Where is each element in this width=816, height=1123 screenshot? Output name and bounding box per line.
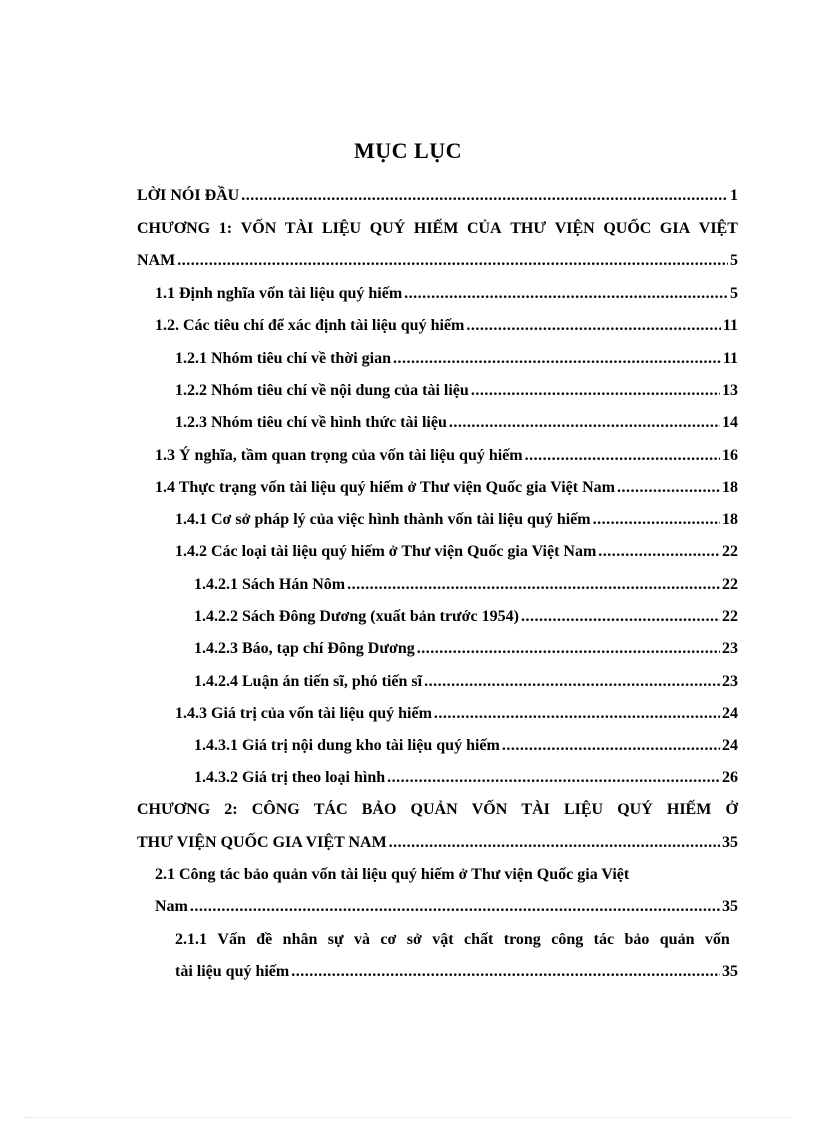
word: công bbox=[551, 931, 584, 948]
toc-entry-title: 1.4.2 Các loại tài liệu quý hiếm ở Thư viện Quốc gia Việt Nam bbox=[175, 543, 597, 560]
toc-entry[interactable] bbox=[155, 285, 738, 303]
word: HIẾM bbox=[666, 801, 712, 818]
dot-leader bbox=[190, 898, 720, 916]
toc-entry[interactable] bbox=[194, 737, 738, 755]
toc-entry-chapter-1-line1[interactable] bbox=[137, 220, 738, 238]
toc-entry[interactable] bbox=[175, 414, 738, 432]
toc-entry-page: 24 bbox=[722, 705, 738, 722]
word: tác bbox=[593, 931, 615, 948]
dot-leader bbox=[241, 187, 728, 205]
toc-entry-page: 23 bbox=[722, 673, 738, 690]
word: sự bbox=[327, 931, 344, 948]
toc-entry-title: 1.4.1 Cơ sở pháp lý của việc hình thành vốn tài liệu quý hiếm bbox=[175, 511, 591, 528]
word: CHƯƠNG bbox=[137, 220, 211, 237]
word: bảo bbox=[624, 931, 650, 948]
toc-entry-title: tài liệu quý hiếm bbox=[175, 963, 290, 980]
word: QUÝ bbox=[617, 801, 653, 818]
toc-entry-title: NAM bbox=[137, 252, 176, 269]
dot-leader bbox=[417, 640, 720, 658]
word: VIỆT bbox=[698, 220, 738, 237]
dot-leader bbox=[466, 317, 721, 335]
dot-leader bbox=[387, 769, 720, 787]
dot-leader bbox=[502, 737, 720, 755]
toc-entry-page: 35 bbox=[722, 963, 738, 980]
word: cơ bbox=[380, 931, 397, 948]
toc-entry-title: 1.2.3 Nhóm tiêu chí về hình thức tài liệu bbox=[175, 414, 447, 431]
toc-entry-page: 35 bbox=[722, 898, 738, 915]
dot-leader bbox=[593, 511, 720, 529]
word: quản bbox=[659, 931, 695, 948]
word: QUẢN bbox=[410, 801, 458, 818]
toc-entry-title: 1.2.1 Nhóm tiêu chí về thời gian bbox=[175, 350, 391, 367]
toc-entry-chapter-1-line2[interactable] bbox=[137, 252, 738, 270]
word: QUỐC bbox=[603, 220, 652, 237]
toc-entry-page: 18 bbox=[722, 479, 738, 496]
toc-entry[interactable] bbox=[175, 511, 738, 529]
toc-entry-page: 11 bbox=[722, 350, 738, 367]
word: GIA bbox=[659, 220, 691, 237]
toc-entry-2-1-1-line1[interactable] bbox=[175, 931, 730, 949]
dot-leader bbox=[525, 447, 720, 465]
dot-leader bbox=[347, 576, 720, 594]
toc-entry-title: 1.2. Các tiêu chí để xác định tài liệu quý hiếm bbox=[155, 317, 465, 334]
toc-entry-page: 5 bbox=[730, 285, 738, 302]
page-bottom-border bbox=[24, 1117, 792, 1118]
toc-entry-title: 1.4.3.2 Giá trị theo loại hình bbox=[194, 769, 386, 786]
dot-leader bbox=[177, 252, 728, 270]
word: 2: bbox=[224, 801, 238, 818]
toc-entry[interactable] bbox=[194, 769, 738, 787]
toc-entry-page: 22 bbox=[722, 576, 738, 593]
toc-entry[interactable] bbox=[137, 187, 738, 205]
toc-entry-2-1-line1[interactable]: 2.1 Công tác bảo quản vốn tài liệu quý hiếm ở Thư viện Quốc gia Việt bbox=[155, 866, 630, 883]
word: TÁC bbox=[313, 801, 348, 818]
toc-entry[interactable] bbox=[175, 382, 738, 400]
toc-entry-chapter-2-line2[interactable] bbox=[137, 834, 738, 852]
toc-entry-title: THƯ VIỆN QUỐC GIA VIỆT NAM bbox=[137, 834, 387, 851]
word: CHƯƠNG bbox=[137, 801, 211, 818]
toc-entry-page: 24 bbox=[722, 737, 738, 754]
toc-entry-title: 1.3 Ý nghĩa, tầm quan trọng của vốn tài liệu quý hiếm bbox=[155, 447, 523, 464]
toc-entry[interactable] bbox=[155, 447, 738, 465]
word: trong bbox=[503, 931, 541, 948]
dot-leader bbox=[449, 414, 720, 432]
toc-entry-page: 35 bbox=[722, 834, 738, 851]
word: HIẾM bbox=[413, 220, 459, 237]
toc-entry-title: 1.2.2 Nhóm tiêu chí về nội dung của tài liệu bbox=[175, 382, 469, 399]
word: Ở bbox=[725, 801, 738, 818]
word: sở bbox=[406, 931, 422, 948]
toc-entry-title: 1.4.2.2 Sách Đông Dương (xuất bản trước 1954) bbox=[194, 608, 519, 625]
word: TÀI bbox=[521, 801, 550, 818]
word: VIỆN bbox=[554, 220, 595, 237]
toc-entry-title: 1.4 Thực trạng vốn tài liệu quý hiếm ở Thư viện Quốc gia Việt Nam bbox=[155, 479, 615, 496]
toc-entry-title: 1.4.2.3 Báo, tạp chí Đông Dương bbox=[194, 640, 415, 657]
word: VỐN bbox=[471, 801, 508, 818]
toc-entry-page: 22 bbox=[722, 543, 738, 560]
word: và bbox=[354, 931, 371, 948]
toc-entry-2-1-line2[interactable] bbox=[155, 898, 738, 916]
dot-leader bbox=[424, 673, 720, 691]
word: CÔNG bbox=[251, 801, 300, 818]
page-title: MỤC LỤC bbox=[354, 138, 462, 163]
word: TÀI bbox=[284, 220, 314, 237]
toc-entry-page: 13 bbox=[722, 382, 738, 399]
toc-entry-page: 11 bbox=[722, 317, 738, 334]
toc-entry-page: 5 bbox=[730, 252, 738, 269]
toc-entry-page: 26 bbox=[722, 769, 738, 786]
toc-entry-title: 1.4.2.1 Sách Hán Nôm bbox=[194, 576, 346, 593]
word: 1: bbox=[218, 220, 233, 237]
word: đề bbox=[256, 931, 273, 948]
dot-leader bbox=[598, 543, 720, 561]
toc-entry-title: 1.1 Định nghĩa vốn tài liệu quý hiếm bbox=[155, 285, 403, 302]
toc-entry-page: 18 bbox=[722, 511, 738, 528]
toc-entry[interactable] bbox=[155, 479, 738, 497]
toc-entry-page: 1 bbox=[730, 187, 738, 204]
dot-leader bbox=[291, 963, 720, 981]
dot-leader bbox=[471, 382, 720, 400]
dot-leader bbox=[404, 285, 728, 303]
toc-entry-title: LỜI NÓI ĐẦU bbox=[137, 187, 240, 204]
toc-entry[interactable] bbox=[194, 673, 738, 691]
word: QUÝ bbox=[369, 220, 406, 237]
word: Vấn bbox=[217, 931, 246, 948]
toc-entry-page: 16 bbox=[722, 447, 738, 464]
word: 2.1.1 bbox=[175, 931, 207, 948]
toc-entry-page: 23 bbox=[722, 640, 738, 657]
toc-entry-title: 1.4.2.4 Luận án tiến sĩ, phó tiến sĩ bbox=[194, 673, 423, 690]
dot-leader bbox=[393, 350, 721, 368]
word: LIỆU bbox=[563, 801, 604, 818]
toc-entry[interactable] bbox=[194, 608, 738, 626]
dot-leader bbox=[389, 834, 720, 852]
word: nhân bbox=[282, 931, 318, 948]
word: VỐN bbox=[240, 220, 277, 237]
dot-leader bbox=[521, 608, 720, 626]
dot-leader bbox=[434, 705, 720, 723]
toc-entry-title: Nam bbox=[155, 898, 188, 915]
word: vật bbox=[432, 931, 454, 948]
toc-entry-page: 14 bbox=[722, 414, 738, 431]
toc-entry[interactable] bbox=[194, 640, 738, 658]
toc-entry-title: 1.4.3 Giá trị của vốn tài liệu quý hiếm bbox=[175, 705, 432, 722]
toc-entry-chapter-2-line1[interactable] bbox=[137, 801, 738, 819]
word: THƯ bbox=[510, 220, 547, 237]
toc-entry[interactable] bbox=[155, 317, 738, 335]
word: BẢO bbox=[361, 801, 397, 818]
toc-entry[interactable] bbox=[175, 543, 738, 561]
toc-entry[interactable] bbox=[194, 576, 738, 594]
word: CỦA bbox=[466, 220, 502, 237]
word: vốn bbox=[704, 931, 730, 948]
toc-entry-title: 1.4.3.1 Giá trị nội dung kho tài liệu quý hiếm bbox=[194, 737, 500, 754]
toc-entry-page: 22 bbox=[722, 608, 738, 625]
toc-entry-2-1-1-line2[interactable] bbox=[175, 963, 738, 981]
word: chất bbox=[464, 931, 494, 948]
dot-leader bbox=[617, 479, 720, 497]
word: LIỆU bbox=[321, 220, 362, 237]
toc-entry[interactable] bbox=[175, 705, 738, 723]
toc-entry[interactable] bbox=[175, 350, 738, 368]
